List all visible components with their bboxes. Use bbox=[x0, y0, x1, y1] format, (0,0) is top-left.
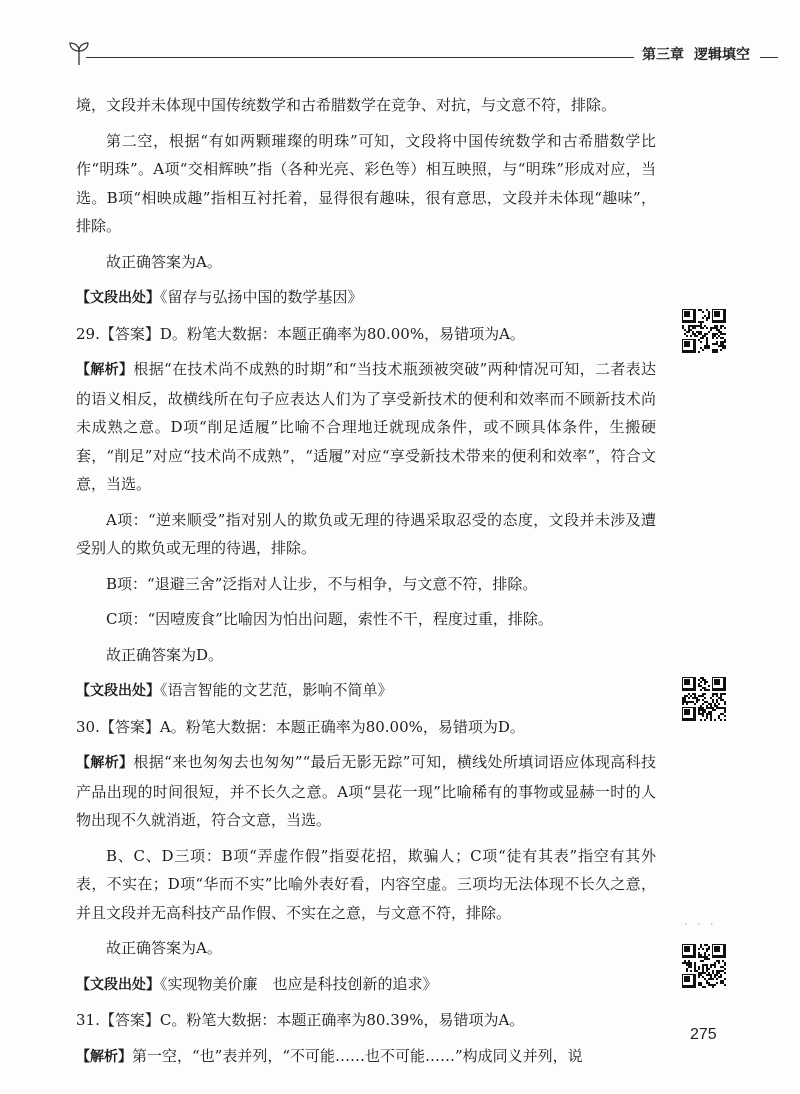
paragraph: C项：“因噎废食”比喻因为怕出问题，索性不干，程度过重，排除。 bbox=[106, 610, 553, 628]
source-tag: 【文段出处】 bbox=[76, 683, 160, 699]
analysis-tag: 【解析】 bbox=[76, 362, 134, 378]
paragraph: A项：“逆来顺受”指对别人的欺负或无理的待遇采取忍受的态度，文段并未涉及遭受别人的欺负或无理的待遇，排除。 bbox=[76, 510, 656, 557]
page-number: 275 bbox=[690, 1026, 717, 1043]
answer-line: 31.【答案】C。粉笔大数据：本题正确率为80.39%，易错项为A。 bbox=[76, 1011, 525, 1029]
analysis-paragraph: 【解析】根据“来也匆匆去也匆匆”“最后无影无踪”可知，横线处所填词语应体现高科技产品出现的时间很短，并不长久之意。A项“昙花一现”比喻稀有的事物或显赫一时的人物出现不久就消逝，符合文意，当选。 bbox=[76, 753, 656, 829]
source-tag: 【文段出处】 bbox=[76, 976, 160, 993]
analysis-tag: 【解析】 bbox=[76, 755, 134, 771]
paragraph: B、C、D三项：B项“弄虚作假”指耍花招，欺骗人；C项“徒有其表”指空有其外表，不实在；D项“华而不实”比喻外表好看，内容空虚。三项均无法体现不长久之意，并且文段并无高科技产品作假、不实在之意，与文意不符，排除。 bbox=[76, 846, 656, 922]
source-line: 【文段出处】《实现物美价廉 也应是科技创新的追求》 bbox=[76, 974, 438, 993]
body-text bbox=[76, 91, 656, 1071]
chapter-title: 逻辑填空 bbox=[694, 47, 750, 63]
analysis-paragraph: 【解析】第一空，“也”表并列，“不可能……也不可能……”构成同义并列，说 bbox=[76, 1046, 583, 1065]
source-line: 【文段出处】《留存与弘扬中国的数学基因》 bbox=[76, 288, 363, 306]
paragraph: B项：“退避三舍”泛指对人让步，不与相争，与文意不符，排除。 bbox=[106, 574, 538, 593]
qr-code-icon[interactable] bbox=[682, 677, 726, 721]
paragraph: 故正确答案为A。 bbox=[106, 252, 222, 271]
header-rule-left bbox=[86, 57, 634, 58]
qr-code-icon[interactable] bbox=[682, 944, 726, 988]
paragraph: 故正确答案为D。 bbox=[106, 645, 224, 664]
paragraph: 故正确答案为A。 bbox=[106, 939, 222, 957]
header-rule-right bbox=[760, 57, 778, 58]
chapter-heading bbox=[642, 44, 760, 64]
paragraph: 第二空，根据“有如两颗璀璨的明珠”可知，文段将中国传统数学和古希腊数学比作“明珠”。A项“交相辉映”指（各种光亮、彩色等）相互映照，与“明珠”形成对应，当选。B项“相映成趣”指相互衬托着，显得很有趣味，很有意思，文段并未体现“趣味”，排除。 bbox=[76, 131, 656, 235]
sprout-icon bbox=[68, 40, 90, 66]
scan-dots: · · · bbox=[684, 918, 717, 931]
source-tag: 【文段出处】 bbox=[76, 290, 160, 306]
paragraph: 境，文段并未体现中国传统数学和古希腊数学在竞争、对抗，与文意不符，排除。 bbox=[76, 96, 617, 114]
page-header bbox=[60, 40, 778, 70]
answer-line: 30.【答案】A。粉笔大数据：本题正确率为80.00%，易错项为D。 bbox=[76, 717, 525, 736]
source-line: 【文段出处】《语言智能的文艺范，影响不简单》 bbox=[76, 681, 393, 699]
qr-code-icon[interactable] bbox=[682, 309, 726, 353]
chapter-number: 第三章 bbox=[642, 47, 684, 63]
analysis-tag: 【解析】 bbox=[76, 1048, 132, 1065]
analysis-paragraph: 【解析】根据“在技术尚不成熟的时期”和“当技术瓶颈被突破”两种情况可知，二者表达的语义相反，故横线所在句子应表达人们为了享受新技术的便利和效率而不顾新技术尚未成熟之意。D项“削足适履”比喻不合理地迁就现成条件，或不顾具体条件，生搬硬套，“削足”对应“技术尚不成熟”，“适履”对应“享受新技术带来的便利和效率”，符合文意，当选。 bbox=[76, 360, 656, 493]
answer-line: 29.【答案】D。粉笔大数据：本题正确率为80.00%，易错项为A。 bbox=[76, 324, 525, 343]
